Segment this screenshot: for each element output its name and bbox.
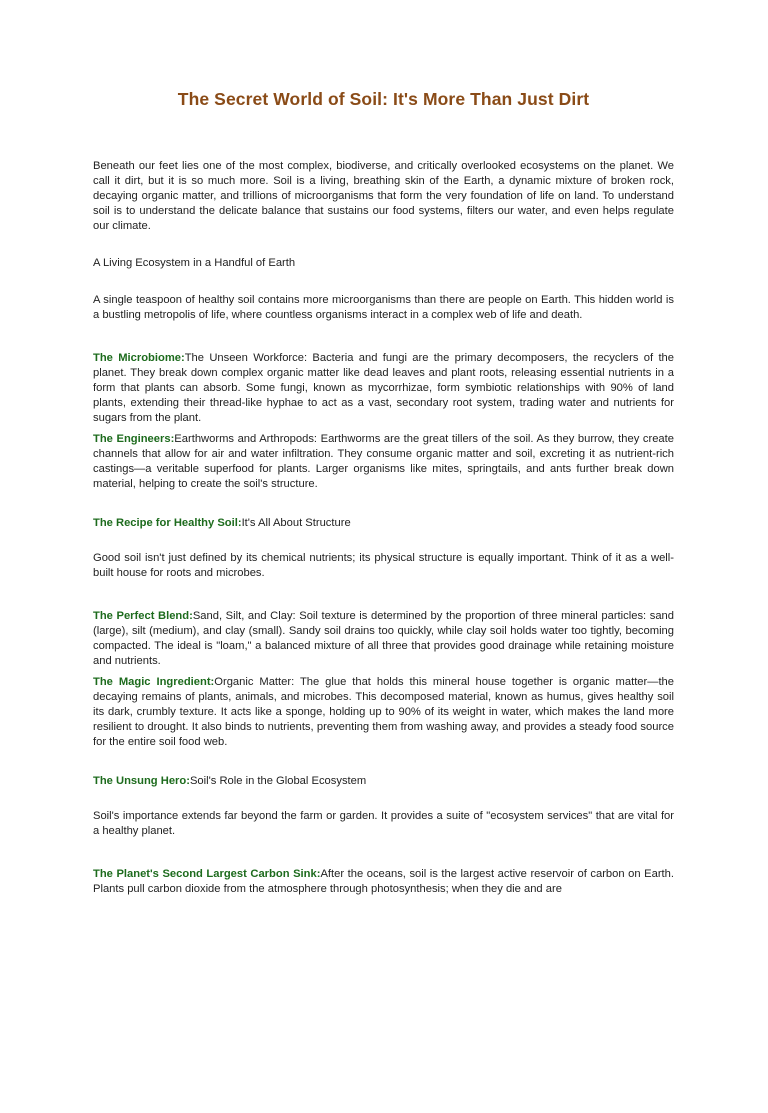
section1-heading: A Living Ecosystem in a Handful of Earth — [93, 257, 296, 269]
carbon-sink-label: The Planet's Second Largest Carbon Sink: — [93, 868, 321, 880]
document-page — [0, 89, 768, 1113]
intro-paragraph: Beneath our feet lies one of the most complex, biodiverse, and critically overlooked ecosystems on the planet. We call it dirt, but it is so much more. Soil is a living, breathing skin of the Earth, a dynamic mixture of broken rock, decaying organic matter, and trillions of microorganisms that form the very foundation of life on land. To understand soil is to understand the delicate balance that sustains our food systems, filters our water, and even helps regulate our climate. — [93, 160, 674, 232]
engineers-text: Earthworms and Arthropods: Earthworms are the great tillers of the soil. As they burrow, they create channels that allow for air and water infiltration. They consume organic matter and soil, excreting it as nutrient-rich castings—a veritable superfood for plants. Larger organisms like mites, springtails, and ants further break down material, helping to create the soil's structure. — [93, 433, 674, 490]
perfect-blend-text: Sand, Silt, and Clay: Soil texture is determined by the proportion of three mineral particles: sand (large), silt (medium), and clay (small). Sandy soil drains too quickly, while clay soil holds water too tightly, becoming compacted. The ideal is "loam," a balanced mixture of all three that provides good drainage while retaining moisture and nutrients. — [93, 610, 675, 667]
section3-heading — [93, 774, 674, 789]
microbiome-paragraph — [93, 351, 674, 426]
section2-heading-text: It's All About Structure — [241, 517, 351, 529]
engineers-paragraph — [93, 432, 674, 492]
carbon-sink-text: After the oceans, soil is the largest active reservoir of carbon on Earth. Plants pull carbon dioxide from the atmosphere through photosynthesis; when they die and are — [93, 868, 674, 895]
section3-heading-text: Soil's Role in the Global Ecosystem — [189, 775, 367, 787]
section2-heading-label: The Recipe for Healthy Soil: — [93, 517, 242, 529]
magic-ingredient-text: Organic Matter: The glue that holds this mineral house together is organic matter—the decaying remains of plants, animals, and microbes. This decomposed material, known as humus, gives healthy soil its dark, crumbly texture. It acts like a sponge, holding up to 90% of its weight in water, which makes the land more resilient to drought. It also binds to nutrients, preventing them from washing away, and provides a steady food source for the entire soil food web. — [93, 676, 674, 748]
section2-heading — [93, 516, 674, 531]
microbiome-label: The Microbiome: — [93, 352, 185, 364]
perfect-blend-label: The Perfect Blend: — [93, 610, 193, 622]
carbon-sink-paragraph — [93, 867, 674, 897]
magic-ingredient-label: The Magic Ingredient: — [93, 676, 215, 688]
section3-heading-label: The Unsung Hero: — [93, 775, 190, 787]
magic-ingredient-paragraph — [93, 675, 674, 750]
perfect-blend-paragraph — [93, 609, 674, 669]
microbiome-text: The Unseen Workforce: Bacteria and fungi are the primary decomposers, the recyclers of the planet. They break down complex organic matter like dead leaves and plant roots, releasing essential nutrients in a form that plants can absorb. Some fungi, known as mycorrhizae, form symbiotic relationships with 90% of land plants, extending their thread-like hyphae to act as a vast, secondary root system, trading water and nutrients for sugars from the plant. — [93, 352, 674, 424]
document-title: The Secret World of Soil: It's More Than Just Dirt — [177, 89, 590, 109]
section2-lead: Good soil isn't just defined by its chemical nutrients; its physical structure is equally important. Think of it as a well-built house for roots and microbes. — [93, 552, 674, 579]
section3-lead: Soil's importance extends far beyond the farm or garden. It provides a suite of "ecosystem services" that are vital for a healthy planet. — [93, 810, 674, 837]
section1-lead: A single teaspoon of healthy soil contains more microorganisms than there are people on Earth. This hidden world is a bustling metropolis of life, where countless organisms interact in a complex web of life and death. — [93, 294, 674, 321]
engineers-label: The Engineers: — [93, 433, 175, 445]
